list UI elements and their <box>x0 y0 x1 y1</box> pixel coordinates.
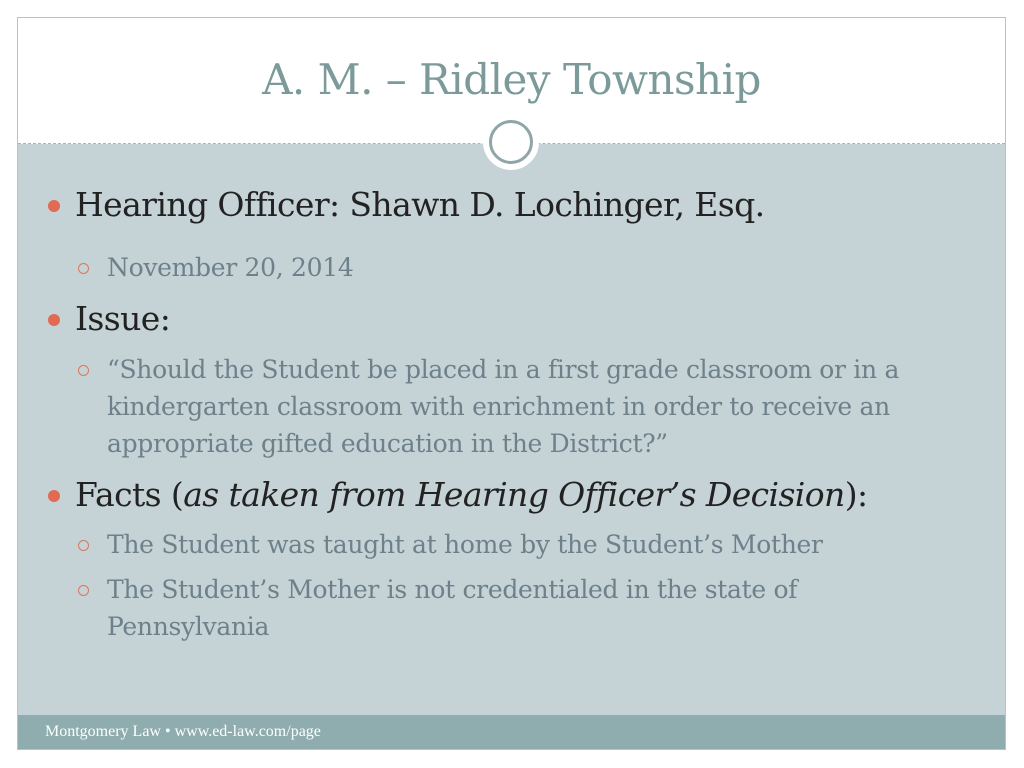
sub-bullet-text: The Student’s Mother is not credentialed in the state of Pennsylvania <box>107 575 798 641</box>
bullet-dot-icon <box>48 200 60 212</box>
sub-bullet-ring-icon <box>78 263 89 274</box>
slide-title: A. M. – Ridley Township <box>262 55 761 104</box>
facts-suffix: ): <box>844 475 868 514</box>
sub-bullet-issue-quote <box>78 351 958 462</box>
sub-bullet-fact-1 <box>78 526 978 563</box>
sub-bullet-ring-icon <box>78 585 89 596</box>
sub-bullet-fact-2 <box>78 571 898 645</box>
bullet-text: Hearing Officer: Shawn D. Lochinger, Esq. <box>75 185 765 224</box>
sub-bullet-ring-icon <box>78 365 89 376</box>
bullet-hearing-officer <box>48 185 765 225</box>
sub-bullet-text: The Student was taught at home by the Student’s Mother <box>107 530 823 559</box>
bullet-facts <box>48 475 867 515</box>
bullet-text: Issue: <box>75 299 171 338</box>
sub-bullet-text: November 20, 2014 <box>107 253 354 282</box>
facts-prefix: Facts ( <box>75 475 184 514</box>
sub-bullet-date <box>78 249 978 286</box>
facts-italic: as taken from Hearing Officer’s Decision <box>183 475 845 514</box>
bullet-dot-icon <box>48 314 60 326</box>
bullet-text <box>75 475 867 515</box>
footer-bar <box>18 715 1005 749</box>
sub-bullet-text: “Should the Student be placed in a first grade classroom or in a kindergarten classroom with enrichment in order to receive an appropriate gifted education in the District?” <box>107 355 900 458</box>
bullet-issue <box>48 299 170 339</box>
footer-text: Montgomery Law • www.ed-law.com/page <box>45 723 321 740</box>
circle-divider-icon <box>483 114 539 170</box>
bullet-dot-icon <box>48 490 60 502</box>
sub-bullet-ring-icon <box>78 540 89 551</box>
slide <box>17 17 1006 750</box>
